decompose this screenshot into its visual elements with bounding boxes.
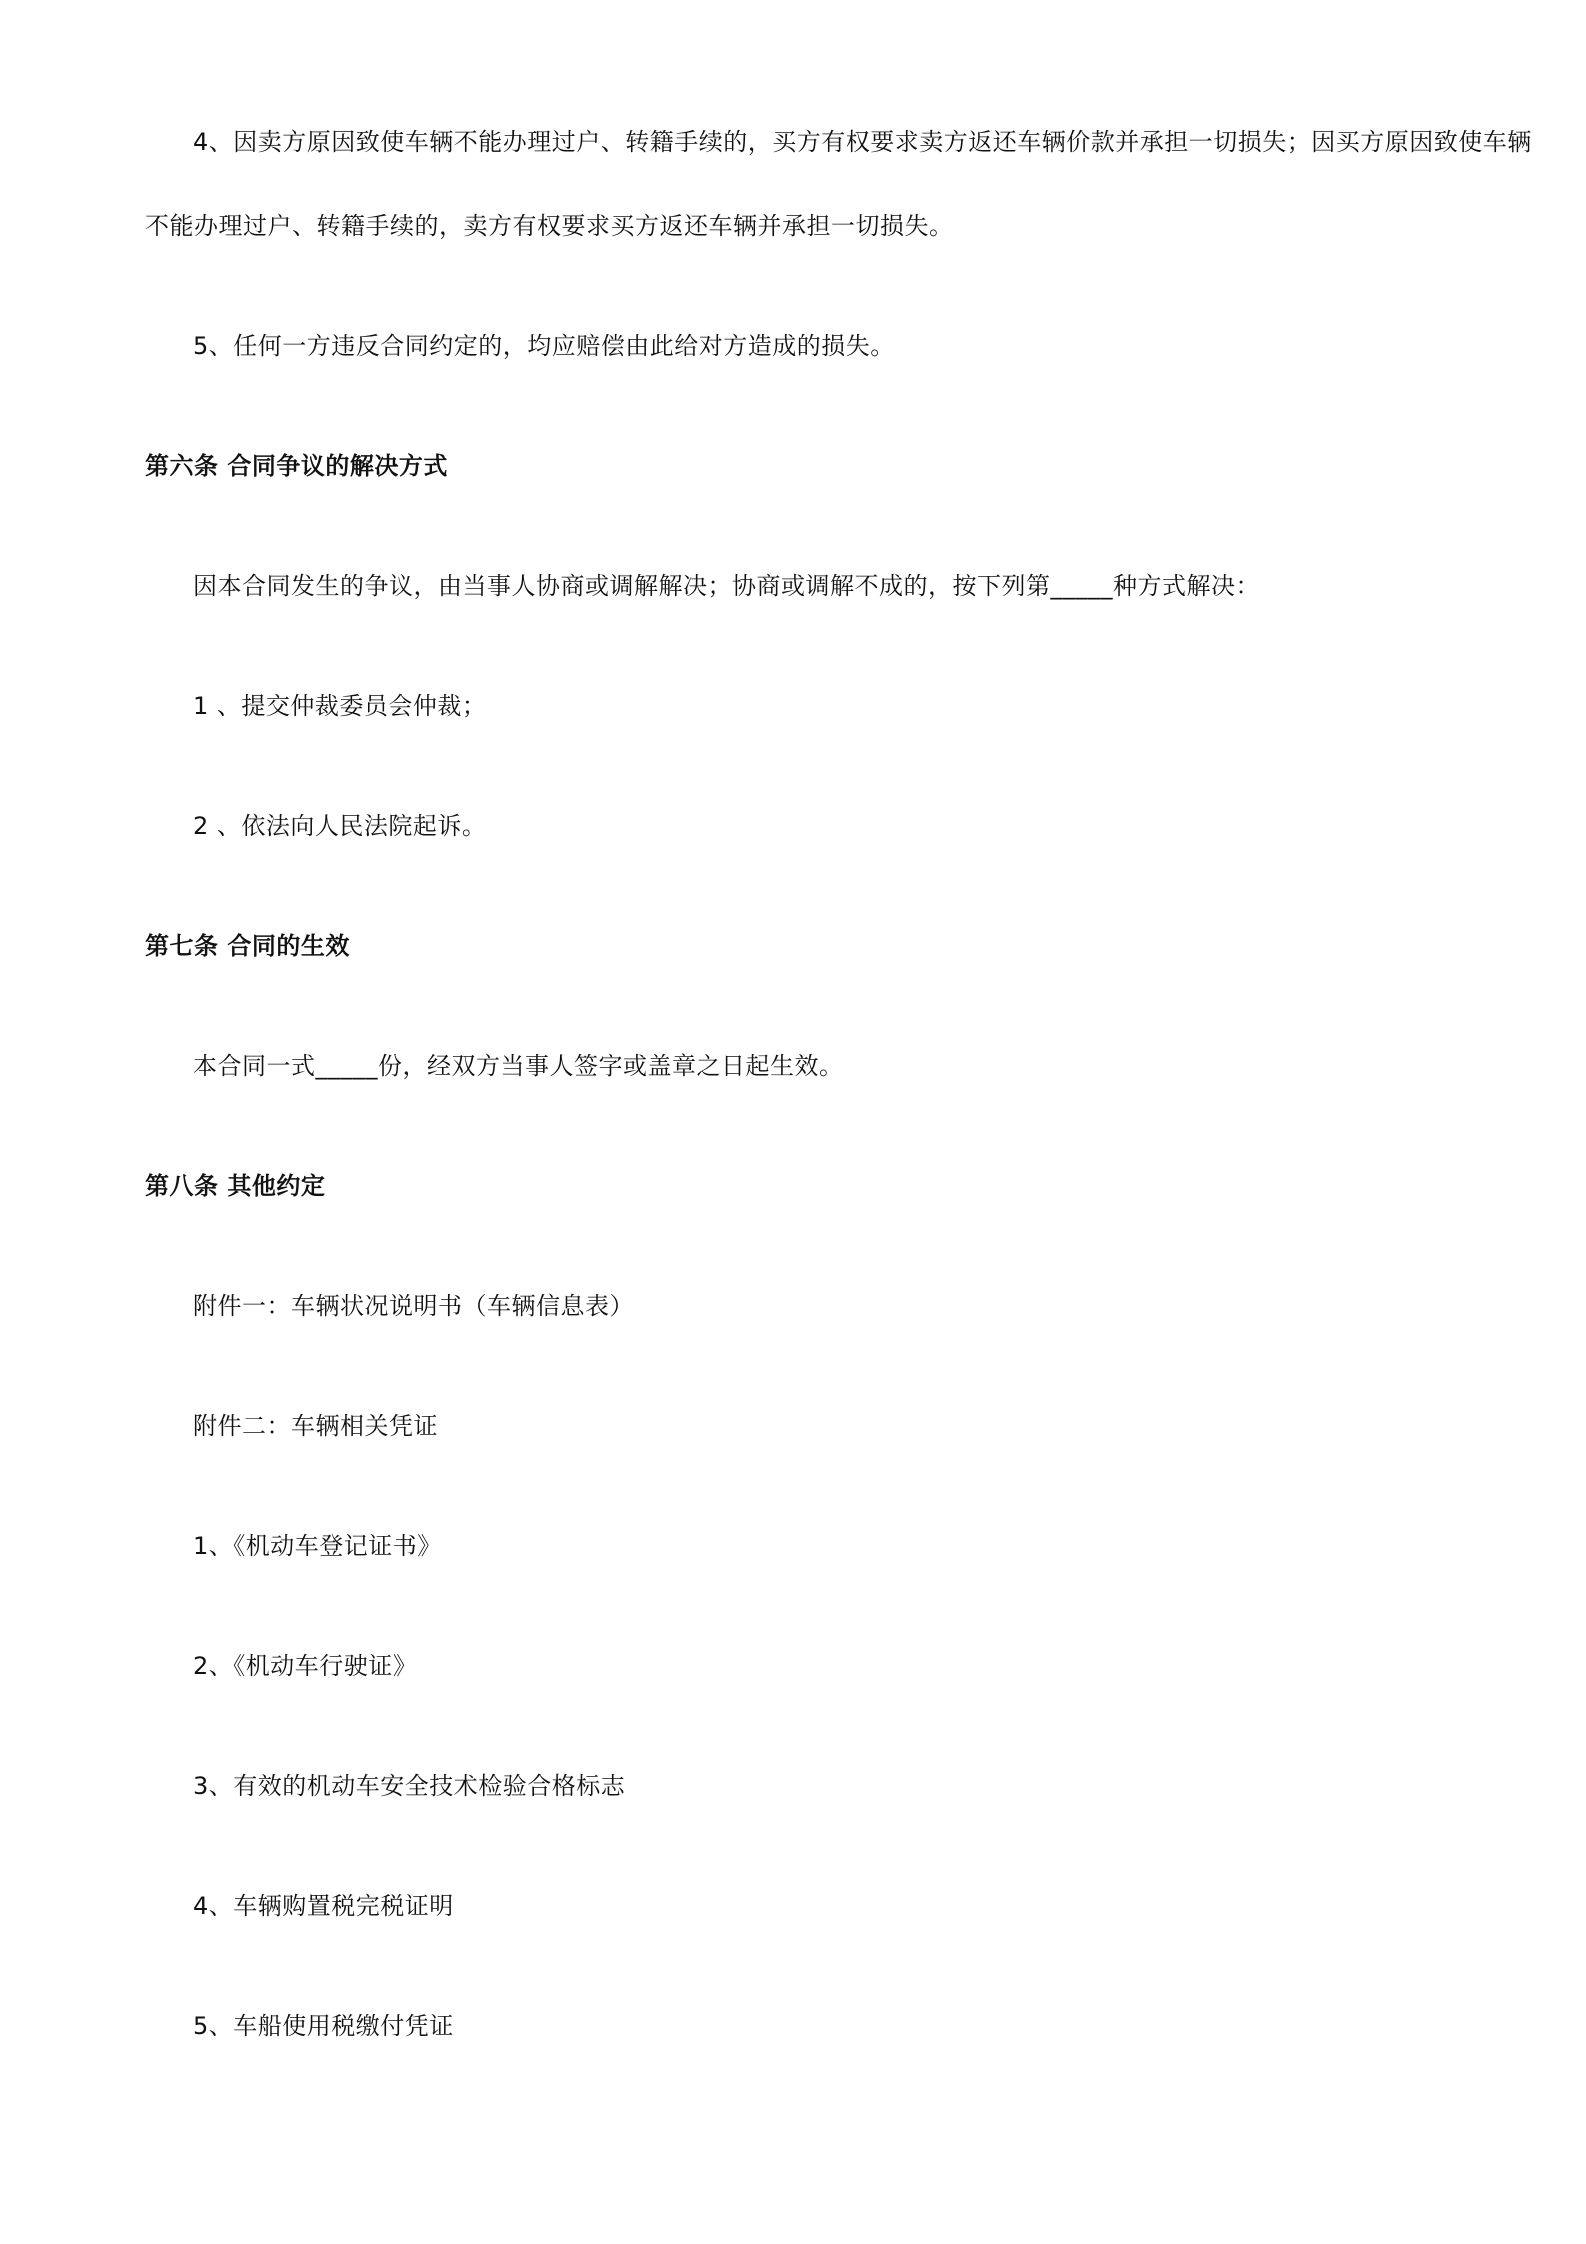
clause-5: 5、任何一方违反合同约定的，均应赔偿由此给对方造成的损失。: [193, 332, 895, 360]
article-7-text: 本合同一式_____份，经双方当事人签字或盖章之日起生效。: [193, 1052, 844, 1080]
article-6-option-2: 2 、依法向人民法院起诉。: [193, 812, 487, 840]
article-6-heading: 第六条 合同争议的解决方式: [145, 452, 448, 480]
list-item: 1、《机动车登记证书》: [193, 1532, 442, 1560]
list-item: 5、车船使用税缴付凭证: [193, 2012, 454, 2040]
attachment-1: 附件一：车辆状况说明书（车辆信息表）: [193, 1292, 634, 1320]
article-8-heading: 第八条 其他约定: [145, 1172, 326, 1200]
list-item: 4、车辆购置税完税证明: [193, 1892, 454, 1920]
clause-4-line-1: 4、因卖方原因致使车辆不能办理过户、转籍手续的，买方有权要求卖方返还车辆价款并承担一切损失；因买方原因致使车辆: [193, 128, 1532, 156]
attachment-2: 附件二：车辆相关凭证: [193, 1412, 438, 1440]
article-6-intro: 因本合同发生的争议，由当事人协商或调解解决；协商或调解不成的，按下列第_____种方式解决：: [193, 572, 1260, 600]
clause-4-line-2: 不能办理过户、转籍手续的，卖方有权要求买方返还车辆并承担一切损失。: [145, 212, 954, 240]
article-6-option-1: 1 、提交仲裁委员会仲裁；: [193, 692, 487, 720]
list-item: 3、有效的机动车安全技术检验合格标志: [193, 1772, 626, 1800]
article-7-heading: 第七条 合同的生效: [145, 932, 350, 960]
list-item: 2、《机动车行驶证》: [193, 1652, 418, 1680]
